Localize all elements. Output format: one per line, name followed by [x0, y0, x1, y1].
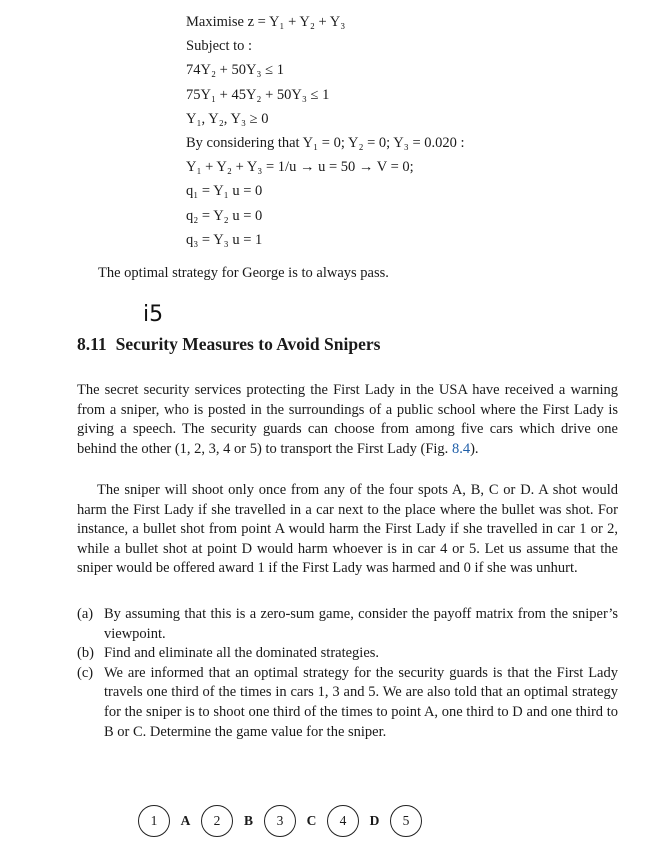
section-number: 8.11	[77, 334, 107, 354]
question-item	[77, 605, 618, 644]
math-line: Subject to :	[186, 38, 253, 55]
question-text: By assuming that this is a zero-sum game, consider the payoff matrix from the sniper’s viewpoint.	[104, 606, 618, 642]
paragraph-intro-text: The secret security services protecting the First Lady in the USA have received a warning from a sniper, who is posted in the surroundings of a public school where the First Lady is giving a speech. The security guards can choose from among five cars which drive one behind the other (1, 2, 3, 4 or 5) to transport the First Lady (Fig.	[77, 382, 618, 457]
car-circle-5: 5	[390, 805, 422, 837]
car-circle-3: 3	[264, 805, 296, 837]
question-text: We are informed that an optimal strategy for the security guards is that the First Lady travels one third of the times in cars 1, 3 and 5. We are also told that an optimal strategy for the sniper is to shoot one third of the times to point A, one third to D and one third to B or C. Determine the game value for the sniper.	[104, 664, 618, 740]
car-circle-4: 4	[327, 805, 359, 837]
car-circle-2: 2	[201, 805, 233, 837]
car-circle-1: 1	[138, 805, 170, 837]
math-line: q₂ = Y₂ u = 0	[186, 207, 263, 224]
spot-label-b: B	[243, 813, 253, 828]
math-line: Maximise z = Y₁ + Y₂ + Y₃	[186, 14, 346, 30]
optimal-strategy-text: The optimal strategy for George is to always pass.	[98, 265, 389, 281]
car-spot-figure	[138, 805, 422, 837]
math-line: q₁ = Y₁ u = 0	[186, 183, 263, 200]
spot-label-a: A	[180, 813, 191, 828]
question-mark: (c)	[77, 664, 94, 681]
math-line: By considering that Y₁ = 0; Y₂ = 0; Y₃ = 0.020 :	[186, 135, 465, 152]
figure-reference-link[interactable]: 8.4	[451, 440, 471, 457]
question-text: Find and eliminate all the dominated strategies.	[104, 645, 380, 662]
question-list	[77, 605, 618, 742]
spot-label-c: C	[306, 813, 317, 828]
handwritten-annotation: i5	[143, 302, 164, 327]
math-line: Y₁ + Y₂ + Y₃ = 1/u → u = 50 → V = 0;	[186, 159, 414, 176]
spot-label-d: D	[369, 813, 380, 828]
paragraph-intro	[77, 381, 618, 459]
paragraph-intro-end: ).	[470, 440, 479, 457]
section-heading	[77, 334, 380, 355]
math-line: q₃ = Y₃ u = 1	[186, 231, 263, 248]
section-title: Security Measures to Avoid Snipers	[115, 334, 381, 354]
question-mark: (a)	[77, 606, 94, 622]
question-mark: (b)	[77, 645, 94, 662]
lp-derivation	[186, 10, 465, 252]
math-line: 74Y₂ + 50Y₃ ≤ 1	[186, 62, 284, 79]
question-item	[77, 664, 618, 742]
question-item	[77, 644, 618, 664]
math-line: Y₁, Y₂, Y₃ ≥ 0	[186, 110, 269, 127]
math-line: 75Y₁ + 45Y₂ + 50Y₃ ≤ 1	[186, 86, 330, 103]
paragraph-rules: The sniper will shoot only once from any of the four spots A, B, C or D. A shot would harm the First Lady if she travelled in a car next to the place where the bullet was shot. For instance, a bullet shot from point A would harm the First Lady if she travelled in car 1 or 2, while a bullet shot at point D would harm whoever is in car 4 or 5. Let us assume that the sniper would be offered award 1 if the First Lady was harmed and 0 if she was unhurt.	[77, 482, 618, 577]
